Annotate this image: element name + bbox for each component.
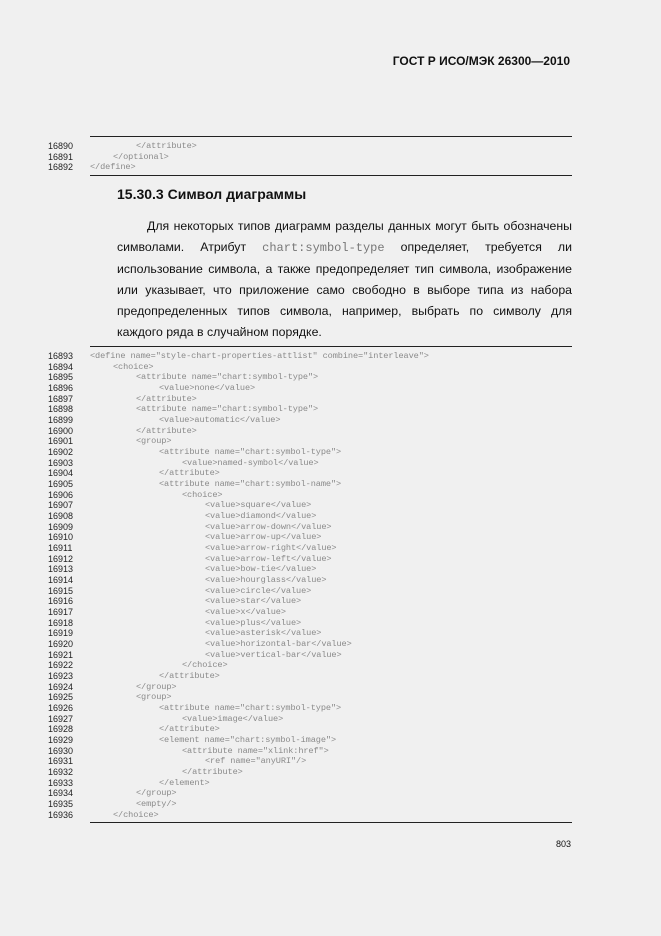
code-text: <define name="style-chart-properties-attlist" combine="interleave"> (90, 351, 429, 361)
code-text: <choice> (113, 361, 154, 372)
code-text: </choice> (182, 660, 228, 671)
code-line (0, 511, 661, 522)
code-text: <value>arrow-up</value> (205, 532, 322, 543)
code-line (0, 532, 661, 543)
code-text: <element name="chart:symbol-image"> (159, 735, 336, 746)
line-number: 16934 (48, 788, 74, 799)
code-text: <value>circle</value> (205, 585, 312, 596)
code-line (0, 671, 661, 682)
code-text: <choice> (182, 489, 223, 500)
paragraph-text: Для некоторых типов диаграмм разделы данных могут быть обозначены символами. Атрибут (117, 219, 572, 254)
code-text: <attribute name="chart:symbol-type"> (159, 447, 342, 458)
code-text: </group> (136, 788, 177, 799)
code-line (0, 682, 661, 693)
code-text: <value>bow-tie</value> (205, 564, 317, 575)
code-line (0, 543, 661, 554)
code-text: </optional> (113, 151, 169, 162)
code-text: <group> (136, 436, 172, 447)
line-number: 16922 (48, 660, 74, 671)
line-number: 16924 (48, 681, 74, 692)
code-rule-bottom (90, 822, 572, 823)
code-line (0, 436, 661, 447)
document-header: ГОСТ Р ИСО/МЭК 26300—2010 (392, 54, 570, 68)
code-line (0, 415, 661, 426)
line-number: 16895 (48, 372, 74, 383)
paragraph-text: определяет, требуется ли использование символа, а также предопределяет тип символа, изображение или указывает, что приложение само свободно в выборе типа из набора предопределенных типов символа, например, выбрать по символу для каждого ряда в случайном порядке. (117, 240, 572, 339)
code-text: </element> (159, 777, 210, 788)
line-number: 16913 (48, 564, 74, 575)
code-text: <attribute name="chart:symbol-type"> (136, 404, 319, 415)
code-line (0, 447, 661, 458)
line-number: 16923 (48, 671, 74, 682)
code-line (0, 778, 661, 789)
code-text: <value>none</value> (159, 383, 256, 393)
code-text: <attribute name="xlink:href"> (182, 745, 329, 756)
code-line (0, 500, 661, 511)
code-line (0, 692, 661, 703)
code-text: <ref name="anyURI"/> (205, 756, 307, 767)
code-text: </choice> (113, 809, 159, 820)
code-line (0, 799, 661, 810)
section-heading: 15.30.3 Символ диаграммы (117, 186, 307, 202)
line-number: 16896 (48, 383, 74, 393)
line-number: 16907 (48, 500, 74, 511)
code-text: <value>plus</value> (205, 617, 302, 628)
code-line (0, 564, 661, 575)
code-text: <attribute name="chart:symbol-type"> (136, 372, 319, 383)
line-number: 16904 (48, 468, 74, 479)
code-text: <value>diamond</value> (205, 511, 317, 522)
code-listing-main (0, 351, 661, 820)
code-line (0, 788, 661, 799)
code-text: <value>horizontal-bar</value> (205, 639, 352, 650)
line-number: 16902 (48, 447, 74, 458)
code-text: <value>square</value> (205, 500, 312, 511)
code-text: </attribute> (182, 767, 243, 778)
code-line (0, 404, 661, 415)
code-line (0, 152, 661, 163)
line-number: 16919 (48, 628, 74, 639)
code-text: <value>automatic</value> (159, 415, 281, 426)
code-line (0, 639, 661, 650)
line-number: 16893 (48, 351, 74, 361)
code-text: <attribute name="chart:symbol-name"> (159, 479, 342, 490)
code-text: <value>x</value> (205, 607, 286, 618)
line-number: 16921 (48, 649, 74, 660)
line-number: 16900 (48, 425, 74, 436)
code-line (0, 607, 661, 618)
line-number: 16892 (48, 162, 74, 173)
line-number: 16935 (48, 799, 74, 810)
code-line (0, 554, 661, 565)
line-number: 16926 (48, 703, 74, 714)
code-line (0, 746, 661, 757)
line-number: 16916 (48, 596, 74, 607)
code-line (0, 458, 661, 469)
code-line (0, 575, 661, 586)
code-line (0, 372, 661, 383)
code-line (0, 479, 661, 490)
code-line (0, 162, 661, 173)
line-number: 16898 (48, 404, 74, 415)
code-line (0, 426, 661, 437)
code-line (0, 618, 661, 629)
code-text: <value>arrow-right</value> (205, 543, 337, 554)
line-number: 16894 (48, 361, 74, 372)
code-line (0, 650, 661, 661)
code-text: <value>asterisk</value> (205, 628, 322, 639)
code-line (0, 490, 661, 501)
code-text: </attribute> (136, 141, 197, 151)
inline-code: chart:symbol-type (262, 241, 385, 255)
code-line (0, 596, 661, 607)
code-line (0, 586, 661, 597)
line-number: 16918 (48, 617, 74, 628)
line-number: 16897 (48, 393, 74, 404)
line-number: 16901 (48, 436, 74, 447)
line-number: 16908 (48, 511, 74, 522)
line-number: 16910 (48, 532, 74, 543)
code-line (0, 756, 661, 767)
line-number: 16911 (48, 543, 73, 554)
code-rule-bottom (90, 175, 572, 176)
line-number: 16912 (48, 553, 74, 564)
code-text: <group> (136, 692, 172, 703)
line-number: 16905 (48, 479, 74, 490)
line-number: 16909 (48, 521, 74, 532)
line-number: 16915 (48, 585, 74, 596)
line-number: 16930 (48, 745, 74, 756)
line-number: 16891 (48, 151, 74, 162)
code-line (0, 724, 661, 735)
code-line (0, 810, 661, 821)
code-text: <empty/> (136, 799, 177, 810)
line-number: 16933 (48, 777, 74, 788)
code-text: </attribute> (136, 425, 197, 436)
code-line (0, 141, 661, 152)
code-line (0, 468, 661, 479)
line-number: 16903 (48, 457, 74, 468)
code-line (0, 522, 661, 533)
code-text: </attribute> (159, 724, 220, 735)
code-line (0, 714, 661, 725)
line-number: 16929 (48, 735, 74, 746)
code-text: <value>arrow-left</value> (205, 553, 332, 564)
line-number: 16925 (48, 692, 74, 703)
code-line (0, 660, 661, 671)
code-text: <value>image</value> (182, 713, 284, 724)
line-number: 16914 (48, 575, 74, 586)
code-line (0, 735, 661, 746)
code-text: <value>star</value> (205, 596, 302, 607)
code-text: </group> (136, 681, 177, 692)
code-rule-top (90, 136, 572, 137)
code-text: </attribute> (136, 393, 197, 404)
code-line (0, 394, 661, 405)
code-line (0, 703, 661, 714)
line-number: 16928 (48, 724, 74, 735)
code-text: <attribute name="chart:symbol-type"> (159, 703, 342, 714)
code-line (0, 383, 661, 394)
code-text: <value>vertical-bar</value> (205, 649, 342, 660)
line-number: 16899 (48, 415, 74, 426)
line-number: 16890 (48, 141, 74, 151)
code-line (0, 362, 661, 373)
line-number: 16927 (48, 713, 74, 724)
code-text: </define> (90, 162, 136, 173)
line-number: 16931 (48, 756, 74, 767)
code-rule-top (90, 346, 572, 347)
code-text: </attribute> (159, 671, 220, 682)
code-text: <value>named-symbol</value> (182, 457, 319, 468)
line-number: 16920 (48, 639, 74, 650)
code-text: <value>arrow-down</value> (205, 521, 332, 532)
line-number: 16917 (48, 607, 74, 618)
code-text: </attribute> (159, 468, 220, 479)
code-listing-top (0, 141, 661, 173)
line-number: 16936 (48, 809, 74, 820)
line-number: 16932 (48, 767, 74, 778)
code-line (0, 628, 661, 639)
section-paragraph (117, 216, 572, 343)
code-line (0, 351, 661, 362)
section-body (0, 186, 661, 850)
code-line (0, 767, 661, 778)
code-section-top (0, 136, 661, 176)
code-text: <value>hourglass</value> (205, 575, 327, 586)
line-number: 16906 (48, 489, 74, 500)
page-number: 803 (556, 839, 572, 850)
